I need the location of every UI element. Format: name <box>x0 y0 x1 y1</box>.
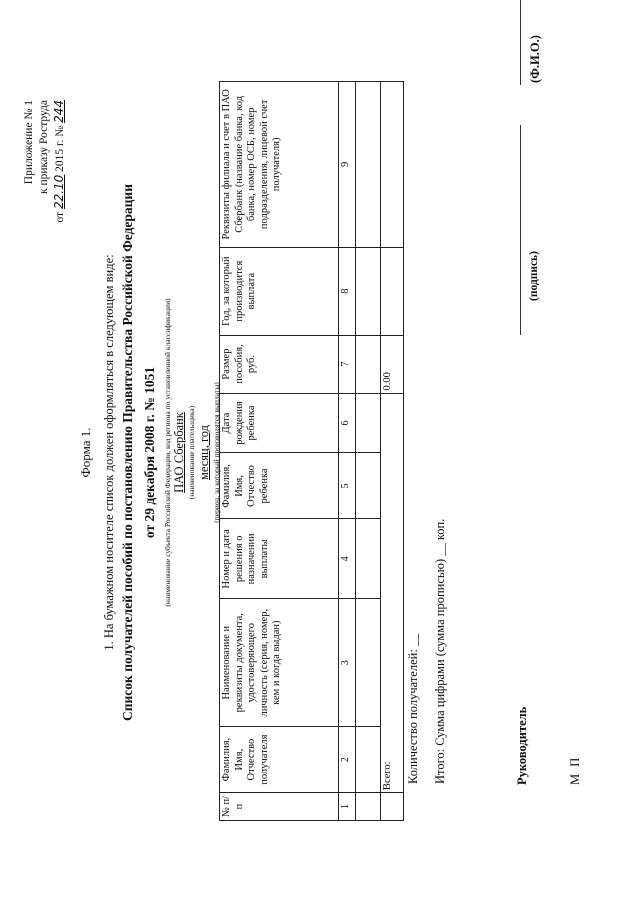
table-cell <box>356 727 381 793</box>
table-header-row <box>220 82 339 821</box>
payer-name: ПАО Сбербанк <box>172 412 186 493</box>
handwritten-order-number: 244 <box>52 100 66 123</box>
intro-text: 1. На бумажном носителе список должен оформляться в следующем виде: <box>102 254 116 651</box>
col-header-child-birthdate: Дата рождения ребенка <box>220 393 339 453</box>
col-number-cell: 4 <box>339 519 356 599</box>
col-header-amount: Размер пособия, руб. <box>220 335 339 393</box>
table-cell <box>356 599 381 727</box>
table-cell <box>356 793 381 821</box>
appendix-header <box>22 100 68 223</box>
list-title-line-2: от 29 декабря 2008 г. № 1051 <box>142 366 157 539</box>
col-number-cell: 5 <box>339 453 356 519</box>
col-number-cell: 1 <box>339 793 356 821</box>
table-numbering-row <box>339 82 356 821</box>
recipient-count: Количество получателей: __ <box>406 633 420 784</box>
head-label: Руководитель <box>515 706 529 785</box>
table-total-row <box>381 82 404 821</box>
appendix-line-2: к приказу Роструда <box>38 100 50 194</box>
total-label: Всего: <box>381 393 404 793</box>
col-header-child-name: Фамилия, Имя, Отчество ребенка <box>220 453 339 519</box>
col-header-year: Год, за который производится выплата <box>220 247 339 335</box>
appendix-date-prefix: от <box>54 211 66 223</box>
handwritten-date: 22.10 <box>52 174 66 210</box>
col-number-cell: 8 <box>339 247 356 335</box>
signature-caption: (подпись) <box>528 251 540 301</box>
col-header-id-document: Наименование и реквизиты документа, удостоверяющего личность (серия, номер, кем и когда выдан) <box>220 599 339 727</box>
total-amount: 0.00 <box>381 335 404 393</box>
col-header-bank-details: Реквизиты филиала и счет в ПАО Сбербанк (название банка, код банка, номер ОСБ, номер подразделения, лицевой счет получателя) <box>220 82 339 248</box>
table-cell <box>356 82 381 248</box>
recipients-table <box>219 81 404 821</box>
table-cell <box>356 519 381 599</box>
list-title-line-1: Список получателей пособий по постановлению Правительства Российской Федерации <box>120 184 135 721</box>
col-number-cell: 3 <box>339 599 356 727</box>
signature-line <box>520 125 521 335</box>
payer-caption: (наименование плательщика) <box>187 405 196 500</box>
col-header-recipient-name: Фамилия, Имя, Отчество получателя <box>220 727 339 793</box>
col-header-number: № п/п <box>220 793 339 821</box>
total-sum-line: Итого: Сумма цифрами (сумма прописью) __ коп. <box>433 518 447 784</box>
col-number-cell: 2 <box>339 727 356 793</box>
col-number-cell: 7 <box>339 335 356 393</box>
col-number-cell: 6 <box>339 393 356 453</box>
fio-line <box>520 0 521 85</box>
region-caption: (наименование субъекта Российской Федерации, код региона по установленной классификации) <box>163 298 172 607</box>
table-empty-row <box>356 82 381 821</box>
appendix-line-1: Приложение № 1 <box>23 100 35 185</box>
table-cell <box>356 335 381 393</box>
period-caption: (период, за который производятся выплаты) <box>212 382 221 523</box>
table-cell <box>356 247 381 335</box>
stamp-place-label: М П <box>568 755 582 785</box>
appendix-line-3 <box>52 100 68 223</box>
appendix-year-number-label: 2015 г. № <box>54 125 66 172</box>
table-cell <box>356 393 381 453</box>
col-header-decision: Номер и дата решения о назначении выплаты <box>220 519 339 599</box>
table-cell <box>356 453 381 519</box>
table-cell <box>381 247 404 335</box>
fio-caption: (Ф.И.О.) <box>528 35 542 83</box>
period-value: месяц, год <box>197 424 211 481</box>
table-cell <box>381 793 404 821</box>
form-title: Форма 1. <box>78 427 93 478</box>
col-number-cell: 9 <box>339 82 356 248</box>
table-cell <box>381 82 404 248</box>
